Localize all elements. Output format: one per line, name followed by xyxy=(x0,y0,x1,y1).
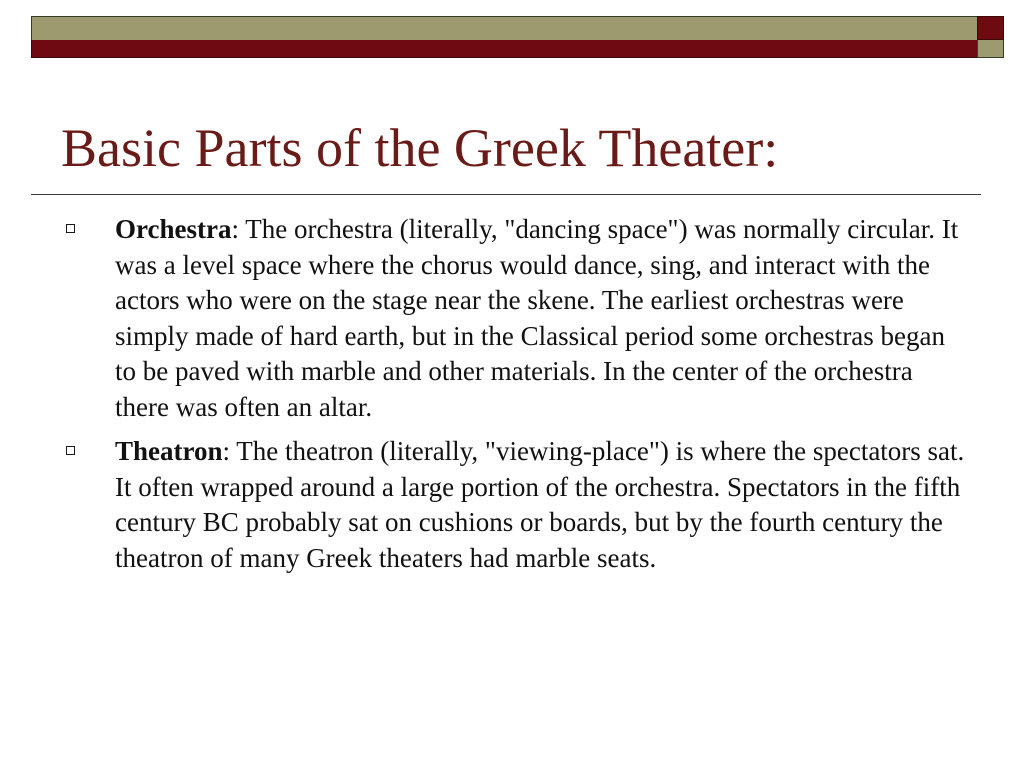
header-corner-square-maroon xyxy=(977,16,1004,40)
bullet-list xyxy=(0,212,1024,585)
header-bar-maroon xyxy=(31,40,977,58)
bullet-text: : The theatron (literally, "viewing-place") is where the spectators sat. It often wrapped around a large portion of the orchestra. Spectators in the fifth century BC probably sat on cushions or boards, but by the fourth century the theatron of many Greek theaters had marble seats. xyxy=(115,436,965,573)
slide-title: Basic Parts of the Greek Theater: xyxy=(61,118,779,178)
hollow-square-bullet-icon xyxy=(66,446,75,455)
header-corner-square-olive xyxy=(977,40,1004,58)
hollow-square-bullet-icon xyxy=(66,224,75,233)
bullet-term: Orchestra xyxy=(115,214,232,244)
bullet-item-orchestra xyxy=(0,212,1024,425)
bullet-term: Theatron xyxy=(115,436,223,466)
bullet-item-theatron xyxy=(0,434,1024,576)
header-bar-olive xyxy=(31,16,977,40)
title-divider xyxy=(31,194,981,195)
bullet-text: : The orchestra (literally, "dancing space") was normally circular. It was a level space where the chorus would dance, sing, and interact with the actors who were on the stage near the skene. The earliest orchestras were simply made of hard earth, but in the Classical period some orchestras began to be paved with marble and other materials. In the center of the orchestra there was often an altar. xyxy=(115,214,959,422)
